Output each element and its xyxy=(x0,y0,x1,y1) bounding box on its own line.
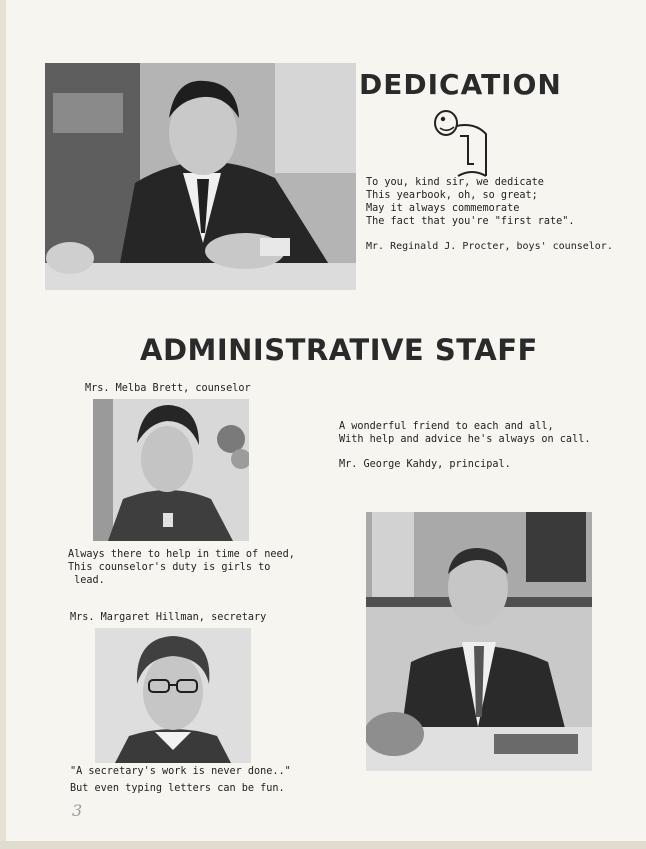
brett-caption-line-1: Always there to help in time of need, xyxy=(68,549,295,560)
hillman-caption-line-1: "A secretary's work is never done.." xyxy=(70,766,291,777)
kahdy-caption-line-1: A wonderful friend to each and all, xyxy=(339,421,554,432)
dedication-photo xyxy=(45,63,356,290)
dedication-poem-line-2: This yearbook, oh, so great; xyxy=(366,190,538,201)
brett-caption-line-2: This counselor's duty is girls to xyxy=(68,562,271,573)
hillman-photo xyxy=(95,628,251,763)
hillman-name: Mrs. Margaret Hillman, secretary xyxy=(70,612,267,623)
dedication-poem-line-4: The fact that you're "first rate". xyxy=(366,216,575,227)
kahdy-caption-line-2: With help and advice he's always on call. xyxy=(339,434,591,445)
dedication-poem-line-3: May it always commemorate xyxy=(366,203,520,214)
dedication-credit: Mr. Reginald J. Procter, boys' counselor. xyxy=(366,241,613,252)
dedication-heading: DEDICATION xyxy=(359,68,562,101)
kahdy-name: Mr. George Kahdy, principal. xyxy=(339,459,511,470)
brett-photo xyxy=(93,399,249,541)
brett-name: Mrs. Melba Brett, counselor xyxy=(85,383,251,394)
hillman-caption-line-2: But even typing letters can be fun. xyxy=(70,783,285,794)
kahdy-photo xyxy=(366,512,592,771)
page-edge xyxy=(0,0,6,849)
dedication-poem-line-1: To you, kind sir, we dedicate xyxy=(366,177,544,188)
page-bottom-edge xyxy=(0,841,646,849)
peeking-figure-cartoon-icon xyxy=(430,106,494,180)
page-number: 3 xyxy=(72,801,83,820)
brett-caption-line-3: lead. xyxy=(68,575,105,586)
staff-heading: ADMINISTRATIVE STAFF xyxy=(140,333,538,367)
